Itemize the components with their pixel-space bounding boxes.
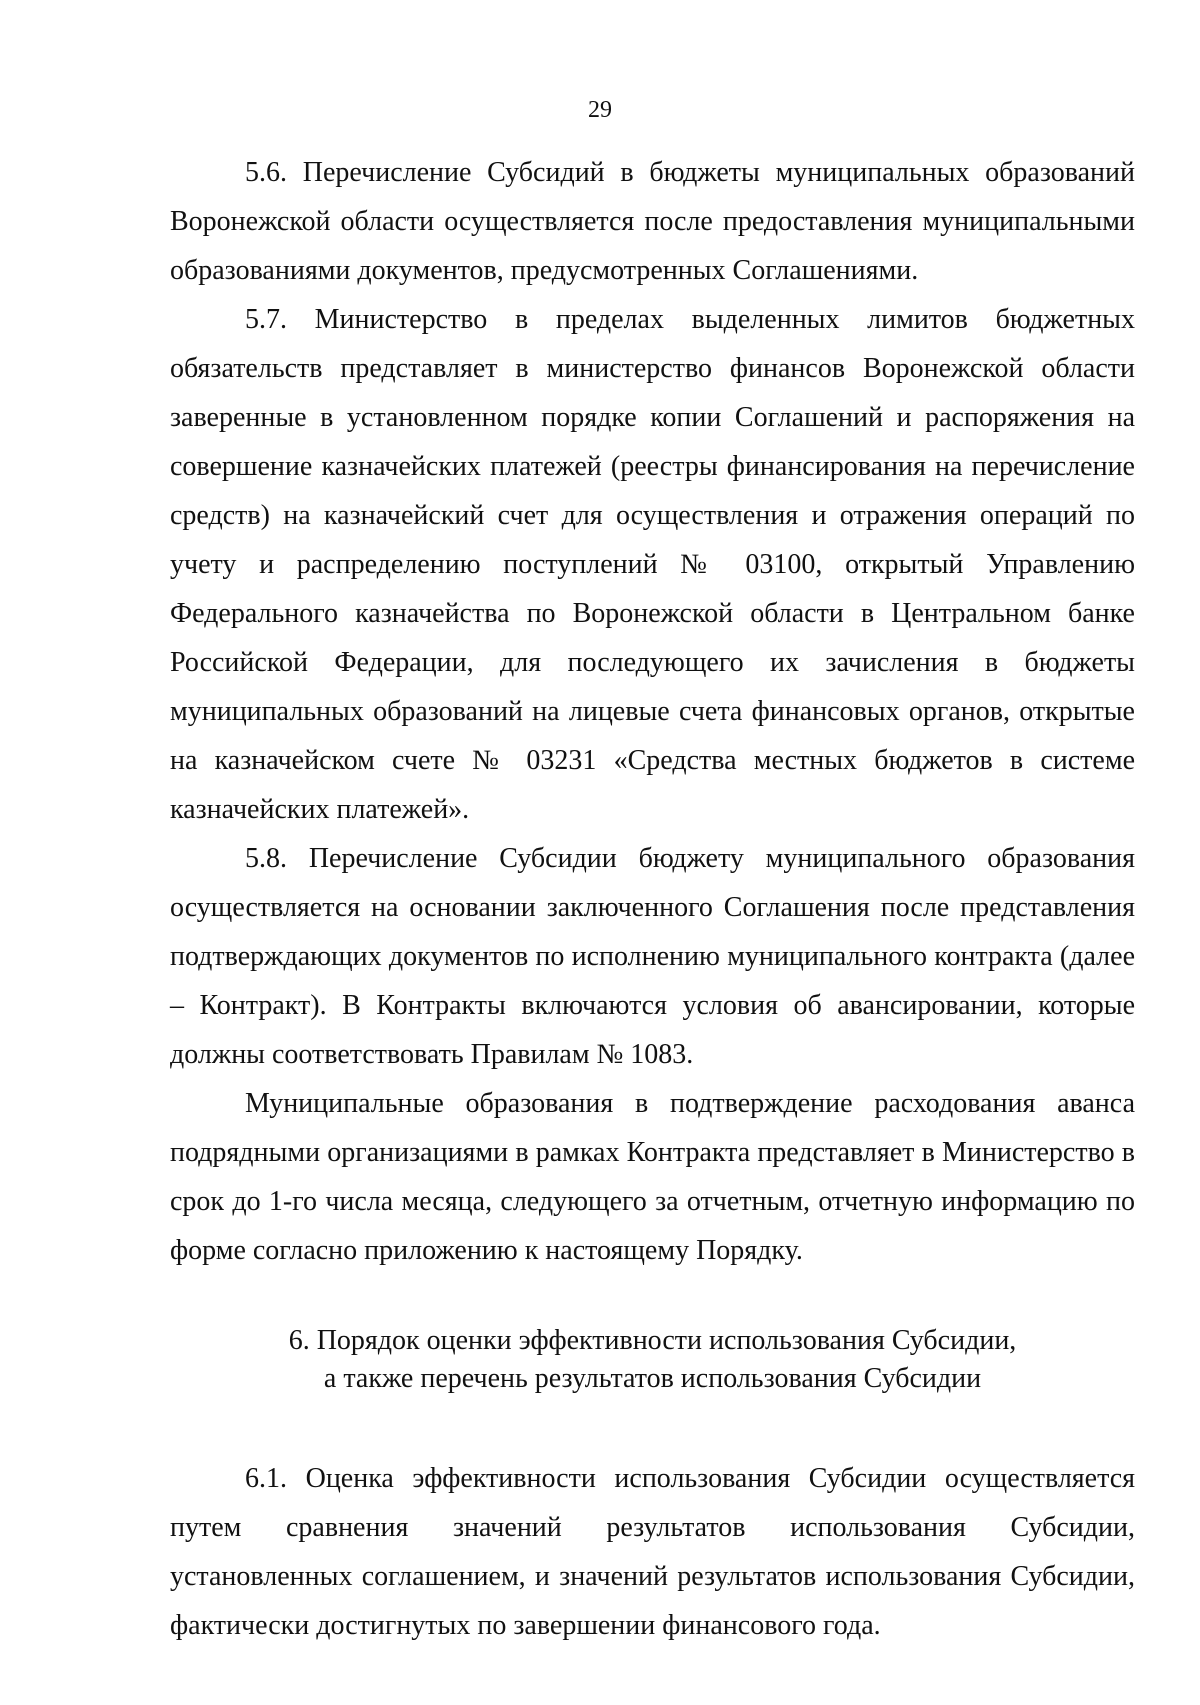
paragraph-5-7: 5.7. Министерство в пределах выделенных лимитов бюджетных обязательств представляет в министерство финансов Воронежской области заверенные в установленном порядке копии Соглашений и распоряжения на совершение казначейских платежей (реестры финансирования на перечисление средств) на казначейский счет для осуществления и отражения операций по учету и распределению поступлений № 03100, открытый Управлению Федерального казначейства по Воронежской области в Центральном банке Российской Федерации, для последующего их зачисления в бюджеты муниципальных образований на лицевые счета финансовых органов, открытые на казначейском счете № 03231 «Средства местных бюджетов в системе казначейских платежей».	[170, 304, 1135, 825]
section-6-heading	[170, 1322, 1135, 1398]
document-body	[170, 148, 1135, 1650]
page-number: 29	[588, 97, 612, 123]
paragraph-5-8: 5.8. Перечисление Субсидии бюджету муниципального образования осуществляется на основании заключенного Соглашения после представления подтверждающих документов по исполнению муниципального контракта (далее – Контракт). В Контракты включаются условия об авансировании, которые должны соответствовать Правилам № 1083.	[170, 843, 1135, 1070]
section-6-heading-line-1: 6. Порядок оценки эффективности использования Субсидии,	[288, 1325, 1017, 1356]
paragraph-5-8-continued: Муниципальные образования в подтверждение расходования аванса подрядными организациями в рамках Контракта представляет в Министерство в срок до 1-го числа месяца, следующего за отчетным, отчетную информацию по форме согласно приложению к настоящему Порядку.	[170, 1088, 1135, 1266]
paragraph-6-1: 6.1. Оценка эффективности использования Субсидии осуществляется путем сравнения значений результатов использования Субсидии, установленных соглашением, и значений результатов использования Субсидии, фактически достигнутых по завершении финансового года.	[170, 1463, 1135, 1641]
paragraph-5-6: 5.6. Перечисление Субсидий в бюджеты муниципальных образований Воронежской области осуществляется после предоставления муниципальными образованиями документов, предусмотренных Соглашениями.	[170, 157, 1135, 286]
section-6-heading-line-2: а также перечень результатов использования Субсидии	[323, 1363, 982, 1394]
